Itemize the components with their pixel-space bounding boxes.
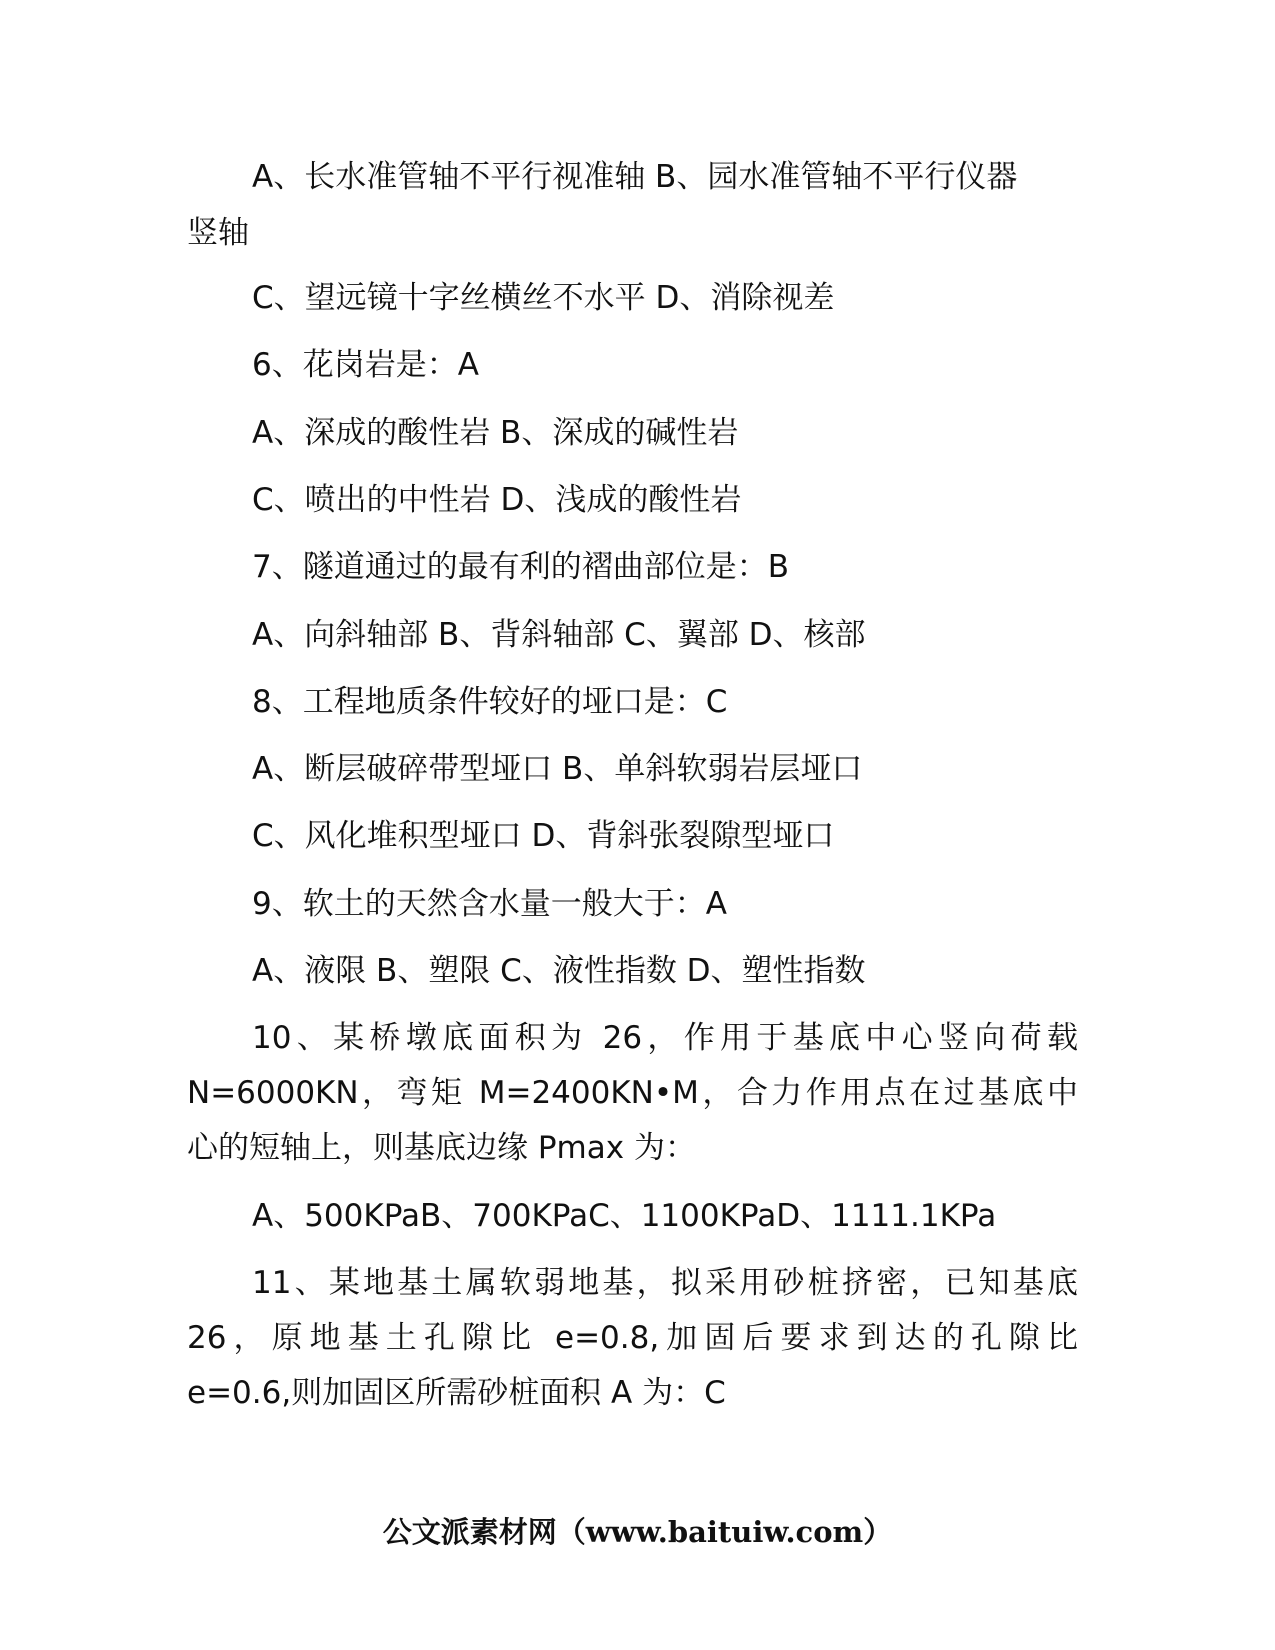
question-10-line-2: N=6000KN，弯矩 M=2400KN•M，合力作用点在过基底中 (187, 1075, 1078, 1111)
question-10-line-3: 心的短轴上，则基底边缘 Pmax 为： (187, 1130, 696, 1166)
question-10-line-1: 10、某桥墩底面积为 26，作用于基底中心竖向荷载 (252, 1020, 1078, 1056)
option-line-q5-ab-wrap: 竖轴 (187, 215, 249, 251)
option-line-q5-ab: A、长水准管轴不平行视准轴 B、园水准管轴不平行仪器 (252, 159, 1018, 195)
question-8: 8、工程地质条件较好的垭口是：C (252, 684, 728, 720)
footer-watermark: 公文派素材网（www.baituiw.com） (382, 1515, 893, 1549)
option-line-q7: A、向斜轴部 B、背斜轴部 C、翼部 D、核部 (252, 617, 866, 653)
question-6: 6、花岗岩是：A (252, 347, 479, 383)
option-line-q6-cd: C、喷出的中性岩 D、浅成的酸性岩 (252, 482, 742, 518)
question-9: 9、软土的天然含水量一般大于：A (252, 886, 727, 922)
option-line-q8-cd: C、风化堆积型垭口 D、背斜张裂隙型垭口 (252, 818, 835, 854)
option-line-q10: A、500KPaB、700KPaC、1100KPaD、1111.1KPa (252, 1198, 997, 1234)
option-line-q9: A、液限 B、塑限 C、液性指数 D、塑性指数 (252, 953, 866, 989)
question-11-line-1: 11、某地基土属软弱地基，拟采用砂桩挤密，已知基底 (252, 1265, 1078, 1301)
option-line-q5-cd: C、望远镜十字丝横丝不水平 D、消除视差 (252, 280, 835, 316)
question-11-line-2: 26，原地基土孔隙比 e=0.8,加固后要求到达的孔隙比 (187, 1320, 1078, 1356)
question-11-line-3: e=0.6,则加固区所需砂桩面积 A 为：C (187, 1375, 726, 1411)
option-line-q6-ab: A、深成的酸性岩 B、深成的碱性岩 (252, 415, 739, 451)
option-line-q8-ab: A、断层破碎带型垭口 B、单斜软弱岩层垭口 (252, 751, 863, 787)
question-7: 7、隧道通过的最有利的褶曲部位是：B (252, 549, 789, 585)
